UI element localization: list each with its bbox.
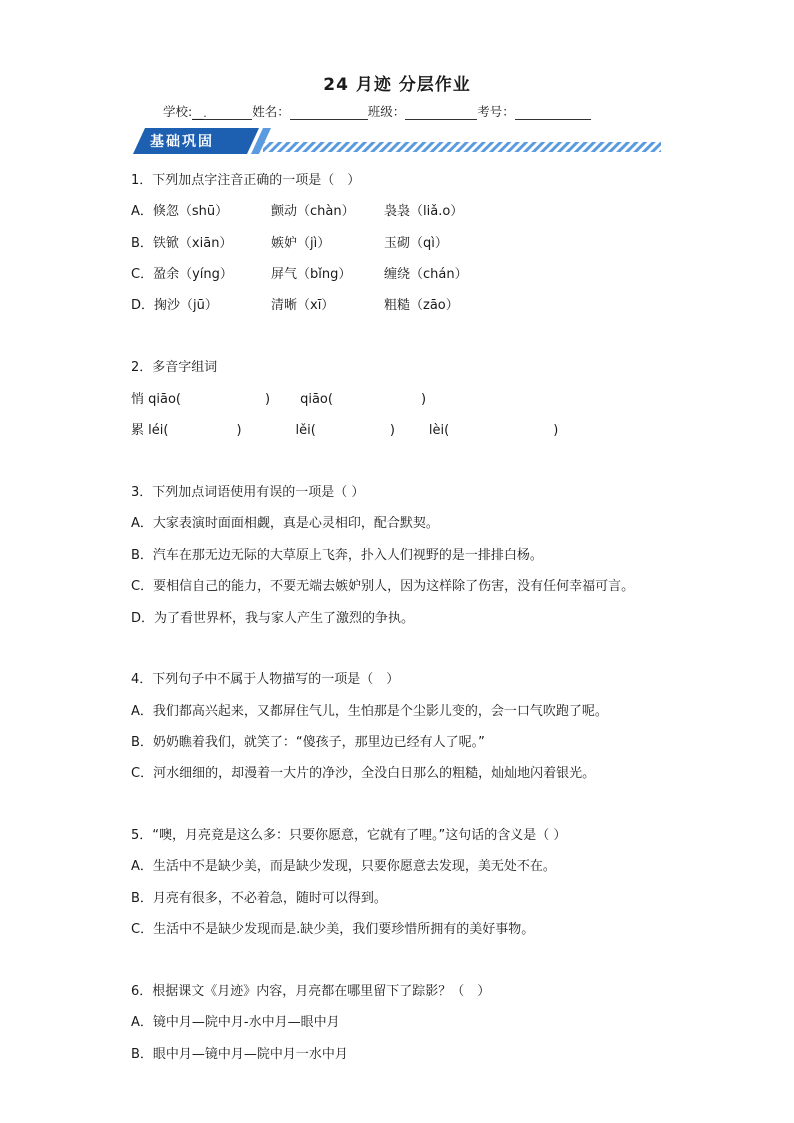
name-blank[interactable] (290, 105, 368, 120)
q4-option-b: B．奶奶瞧着我们，就笑了：“傻孩子，那里边已经有人了呢。” (131, 735, 485, 750)
q5-option-a: A．生活中不是缺少美，而是缺少发现，只要你愿意去发现，美无处不在。 (131, 859, 556, 874)
q5-option-c: C．生活中不是缺少发现而是.缺少美，我们要珍惜所拥有的美好事物。 (131, 922, 535, 937)
q1-option-d: D．掬沙（jū） 清晰（xī） 粗糙（zāo） (131, 298, 459, 313)
q2-line-lei: 累 léi( ) lěi( ) lèi( ) (131, 423, 559, 438)
page-title: 24 月迹 分层作业 (323, 75, 471, 95)
school-label: 学校: (163, 104, 193, 119)
q3-option-b: B．汽车在那无边无际的大草原上飞奔，扑入人们视野的是一排排白杨。 (131, 548, 543, 563)
q6-option-a: A．镜中月—院中月-水中月—眼中月 (131, 1015, 340, 1030)
banner-stripe (263, 142, 661, 152)
q1-option-b: B．铁锨（xiān） 嫉妒（jì） 玉砌（qì） (131, 236, 448, 251)
q2-line-qiao: 悄 qiāo( ) qiāo( ) (131, 392, 427, 407)
school-blank[interactable] (192, 105, 252, 120)
q1-stem: 1．下列加点字注音正确的一项是（ ） (131, 173, 361, 188)
q3-option-d: D．为了看世界杯，我与家人产生了激烈的争执。 (131, 611, 415, 626)
q4-stem: 4．下列句子中不属于人物描写的一项是（ ） (131, 672, 400, 687)
school-fill: __. (192, 107, 207, 120)
class-blank[interactable] (405, 105, 477, 120)
q5-option-b: B．月亮有很多，不必着急，随时可以得到。 (131, 891, 387, 906)
q4-option-c: C．河水细细的，却漫着一大片的净沙，全没白日那么的粗糙，灿灿地闪着银光。 (131, 766, 596, 781)
q3-option-a: A．大家表演时面面相觑，真是心灵相印，配合默契。 (131, 516, 439, 531)
q5-stem: 5．“噢，月亮竟是这么多：只要你愿意，它就有了哩。”这句话的含义是（ ） (131, 828, 567, 843)
q4-option-a: A．我们都高兴起来，又都屏住气儿，生怕那是个尘影儿变的，会一口气吹跑了呢。 (131, 704, 608, 719)
section-label: 基础巩固 (150, 134, 214, 150)
name-label: 姓名： (252, 104, 290, 119)
q1-option-a: A．倏忽（shū） 颤动（chàn） 袅袅（liǎ.o） (131, 204, 464, 219)
class-label: 班级： (367, 104, 406, 119)
student-info-line (163, 102, 591, 120)
q3-option-c: C．要相信自己的能力，不要无端去嫉妒别人，因为这样除了伤害，没有任何幸福可言。 (131, 579, 635, 594)
number-blank[interactable] (515, 105, 591, 120)
q1-option-c: C．盈余（yíng） 屏气（bǐng） 缠绕（chán） (131, 267, 468, 282)
q3-stem: 3．下列加点词语使用有误的一项是（ ） (131, 485, 365, 500)
q6-stem: 6．根据课文《月迹》内容，月亮都在哪里留下了踪影？（ ） (131, 984, 491, 999)
q2-stem: 2．多音字组词 (131, 360, 218, 375)
q6-option-b: B．眼中月—镜中月—院中月一水中月 (131, 1047, 348, 1062)
number-label: 考号： (477, 104, 515, 119)
